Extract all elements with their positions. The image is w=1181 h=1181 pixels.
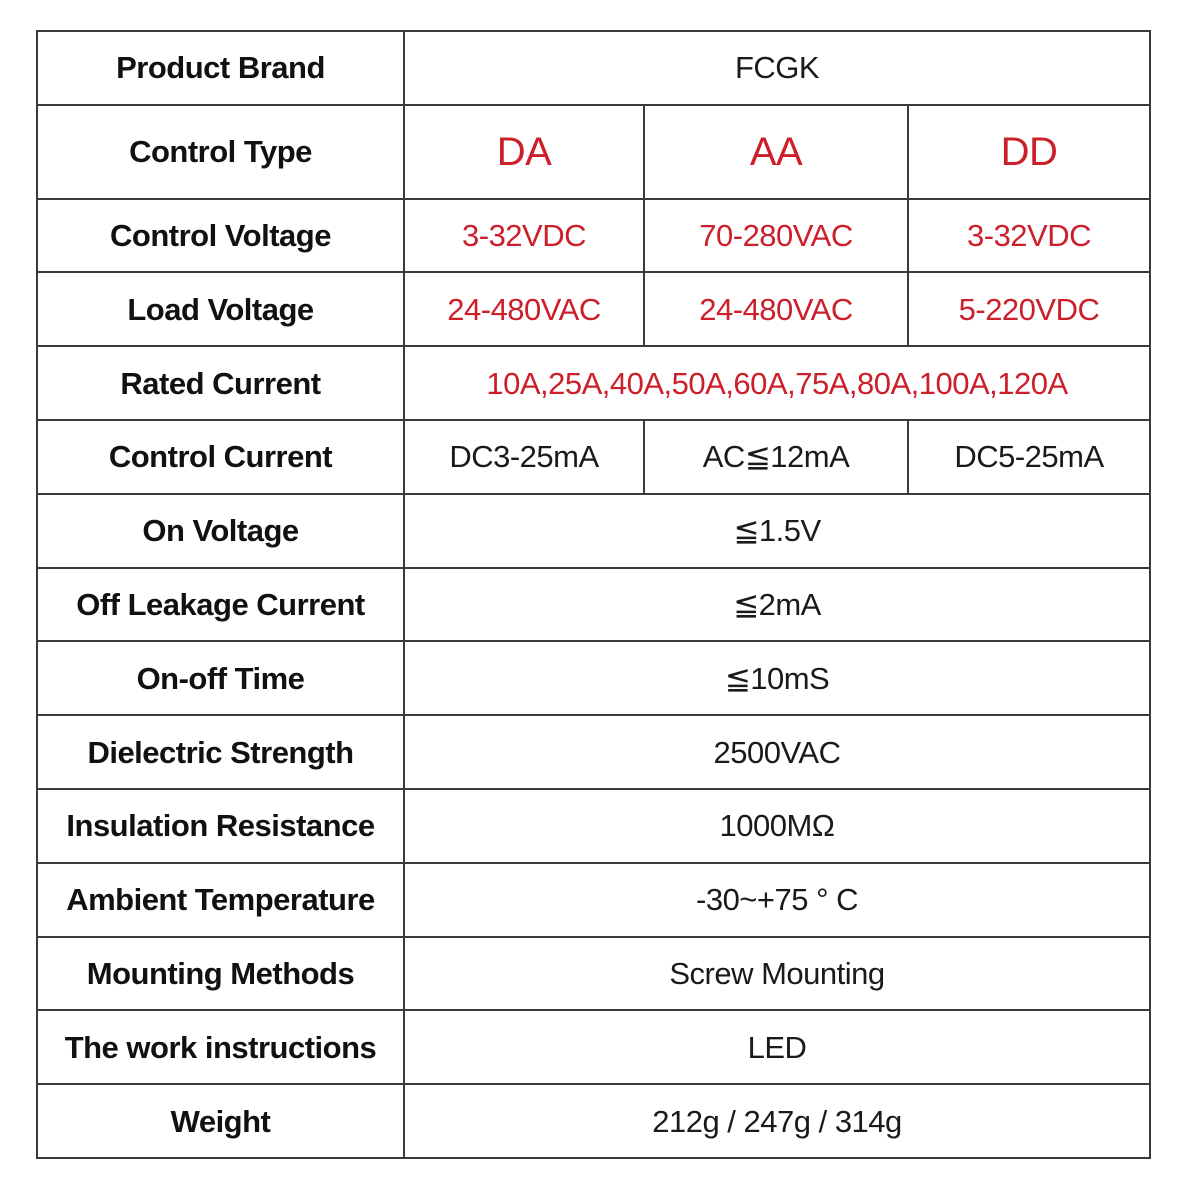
weight-label: Weight [37,1084,404,1158]
work-instructions-label: The work instructions [37,1010,404,1084]
off-leakage-current-value: ≦2mA [404,568,1150,642]
row-control-voltage [37,199,1150,273]
control-type-label: Control Type [37,105,404,199]
off-leakage-current-label: Off Leakage Current [37,568,404,642]
rated-current-value: 10A,25A,40A,50A,60A,75A,80A,100A,120A [404,346,1150,420]
product-brand-label: Product Brand [37,31,404,105]
insulation-resistance-label: Insulation Resistance [37,789,404,863]
control-current-label: Control Current [37,420,404,494]
control-type-aa: AA [644,105,908,199]
rated-current-label: Rated Current [37,346,404,420]
control-type-da: DA [404,105,644,199]
ambient-temperature-label: Ambient Temperature [37,863,404,937]
row-mounting-methods [37,937,1150,1011]
dielectric-strength-label: Dielectric Strength [37,715,404,789]
insulation-resistance-value: 1000MΩ [404,789,1150,863]
load-voltage-dd: 5-220VDC [908,272,1150,346]
work-instructions-value: LED [404,1010,1150,1084]
control-current-aa: AC≦12mA [644,420,908,494]
load-voltage-aa: 24-480VAC [644,272,908,346]
row-insulation-resistance [37,789,1150,863]
row-work-instructions [37,1010,1150,1084]
control-voltage-dd: 3-32VDC [908,199,1150,273]
dielectric-strength-value: 2500VAC [404,715,1150,789]
row-ambient-temperature [37,863,1150,937]
control-voltage-da: 3-32VDC [404,199,644,273]
row-dielectric-strength [37,715,1150,789]
control-current-da: DC3-25mA [404,420,644,494]
control-type-dd: DD [908,105,1150,199]
load-voltage-label: Load Voltage [37,272,404,346]
product-brand-value: FCGK [404,31,1150,105]
on-voltage-label: On Voltage [37,494,404,568]
row-rated-current [37,346,1150,420]
mounting-methods-label: Mounting Methods [37,937,404,1011]
load-voltage-da: 24-480VAC [404,272,644,346]
row-load-voltage [37,272,1150,346]
on-off-time-label: On-off Time [37,641,404,715]
row-control-current [37,420,1150,494]
row-weight [37,1084,1150,1158]
spec-table [36,30,1151,1159]
ambient-temperature-value: -30~+75 ° C [404,863,1150,937]
weight-value: 212g / 247g / 314g [404,1084,1150,1158]
on-voltage-value: ≦1.5V [404,494,1150,568]
control-voltage-aa: 70-280VAC [644,199,908,273]
row-on-voltage [37,494,1150,568]
on-off-time-value: ≦10mS [404,641,1150,715]
control-voltage-label: Control Voltage [37,199,404,273]
row-on-off-time [37,641,1150,715]
mounting-methods-value: Screw Mounting [404,937,1150,1011]
control-current-dd: DC5-25mA [908,420,1150,494]
row-product-brand [37,31,1150,105]
row-off-leakage-current [37,568,1150,642]
row-control-type [37,105,1150,199]
